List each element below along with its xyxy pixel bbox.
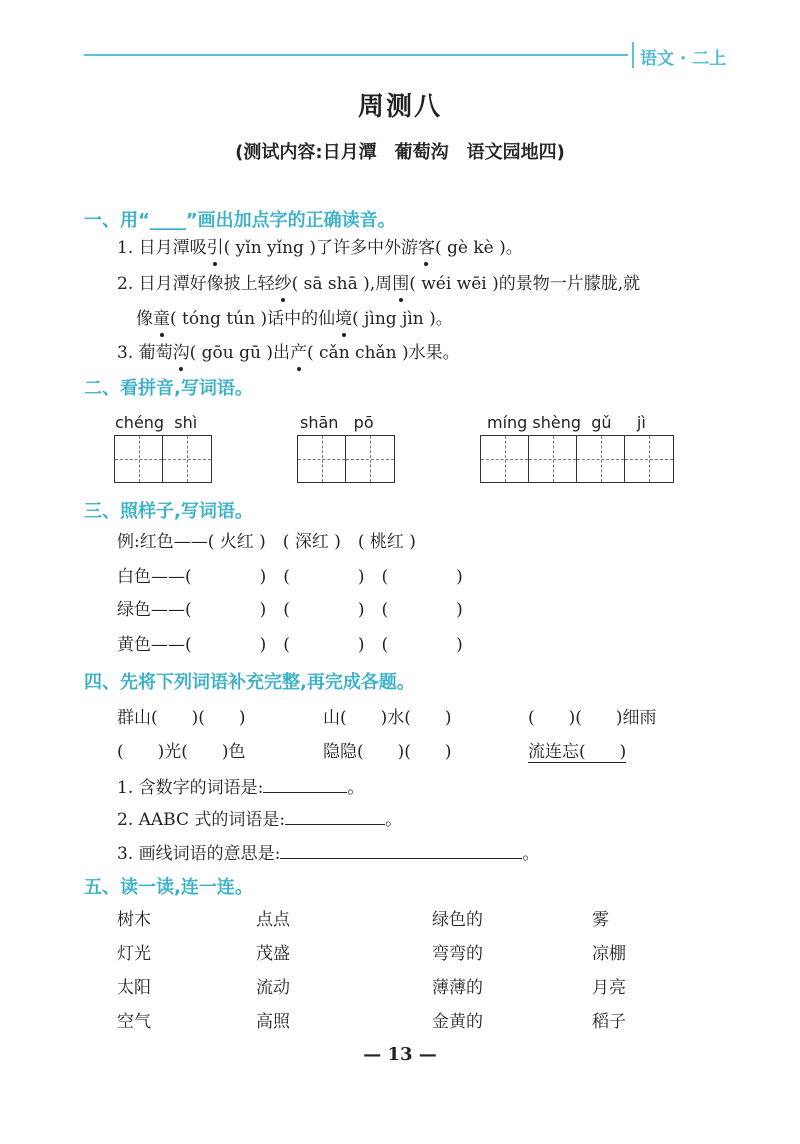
match-col1-item[interactable]: 空气 — [117, 1012, 151, 1032]
writing-grid-3[interactable] — [480, 435, 674, 483]
section-3-heading: 三、照样子,写词语。 — [84, 501, 253, 522]
match-col1-item[interactable]: 太阳 — [117, 978, 151, 998]
answer-blank-2[interactable] — [285, 806, 385, 825]
s1-question-2: 2. 日月潭好像披上轻纱( sā shā ),周围( wéi wēi )的景物一片朦胧,就 — [117, 274, 641, 294]
s3-row-3[interactable]: 黄色——( ) ( ) ( ) — [117, 635, 463, 655]
writing-grid-1[interactable] — [114, 435, 212, 483]
match-col1-item[interactable]: 灯光 — [117, 944, 151, 964]
match-col4-item[interactable]: 雾 — [592, 910, 609, 930]
s4-word-3[interactable]: ( )( )细雨 — [528, 708, 657, 728]
s4-question-2: 2. AABC 式的词语是: 。 — [117, 806, 402, 832]
match-col2-item[interactable]: 茂盛 — [256, 944, 290, 964]
pinyin-3: míng shèng gǔ jì — [487, 413, 646, 432]
s1-question-1: 1. 日月潭吸引( yǐn yǐng )了许多中外游客( gè kè )。 — [117, 238, 523, 258]
subject-label: 语文 · 二上 — [640, 49, 727, 69]
s4-word-2[interactable]: 山( )水( ) — [323, 708, 452, 728]
s4-word-4[interactable]: ( )光( )色 — [117, 742, 246, 762]
pinyin-1: chéng shì — [115, 413, 198, 432]
header-divider — [632, 42, 634, 68]
match-col3-item[interactable]: 弯弯的 — [432, 944, 483, 964]
answer-blank-1[interactable] — [263, 774, 347, 793]
s4-question-1: 1. 含数字的词语是: 。 — [117, 774, 364, 800]
s4-word-1[interactable]: 群山( )( ) — [117, 708, 246, 728]
match-col3-item[interactable]: 绿色的 — [432, 910, 483, 930]
match-col3-item[interactable]: 薄薄的 — [432, 978, 483, 998]
pinyin-2: shān pō — [300, 413, 374, 432]
match-col2-item[interactable]: 点点 — [256, 910, 290, 930]
match-col1-item[interactable]: 树木 — [117, 910, 151, 930]
answer-blank-3[interactable] — [280, 840, 522, 859]
writing-grid-2[interactable] — [297, 435, 395, 483]
s4-word-5[interactable]: 隐隐( )( ) — [323, 742, 452, 762]
s3-example: 例:红色——( 火红 ) ( 深红 ) ( 桃红 ) — [117, 532, 416, 552]
s3-row-2[interactable]: 绿色——( ) ( ) ( ) — [117, 600, 463, 620]
match-col2-item[interactable]: 高照 — [256, 1012, 290, 1032]
match-col4-item[interactable]: 稻子 — [592, 1012, 626, 1032]
page-number: — 13 — — [363, 1044, 437, 1065]
section-4-heading: 四、先将下列词语补充完整,再完成各题。 — [84, 672, 415, 693]
section-1-heading: 一、用“____”画出加点字的正确读音。 — [84, 210, 396, 231]
section-2-heading: 二、看拼音,写词语。 — [84, 378, 253, 399]
s3-row-1[interactable]: 白色——( ) ( ) ( ) — [117, 567, 463, 587]
match-col2-item[interactable]: 流动 — [256, 978, 290, 998]
section-5-heading: 五、读一读,连一连。 — [84, 877, 253, 898]
s4-question-3: 3. 画线词语的意思是: 。 — [117, 840, 539, 866]
match-col4-item[interactable]: 凉棚 — [592, 944, 626, 964]
page-subtitle: (测试内容:日月潭 葡萄沟 语文园地四) — [235, 142, 565, 163]
match-col3-item[interactable]: 金黄的 — [432, 1012, 483, 1032]
s1-question-3: 3. 葡萄沟( gōu gū )出产( cǎn chǎn )水果。 — [117, 343, 460, 363]
match-col4-item[interactable]: 月亮 — [592, 978, 626, 998]
s4-word-underlined[interactable]: 流连忘( ) — [528, 737, 626, 763]
header-rule — [84, 54, 628, 56]
page-title: 周测八 — [357, 92, 442, 122]
s1-question-2-cont: 像童( tóng tún )话中的仙境( jìng jìn )。 — [136, 309, 453, 329]
